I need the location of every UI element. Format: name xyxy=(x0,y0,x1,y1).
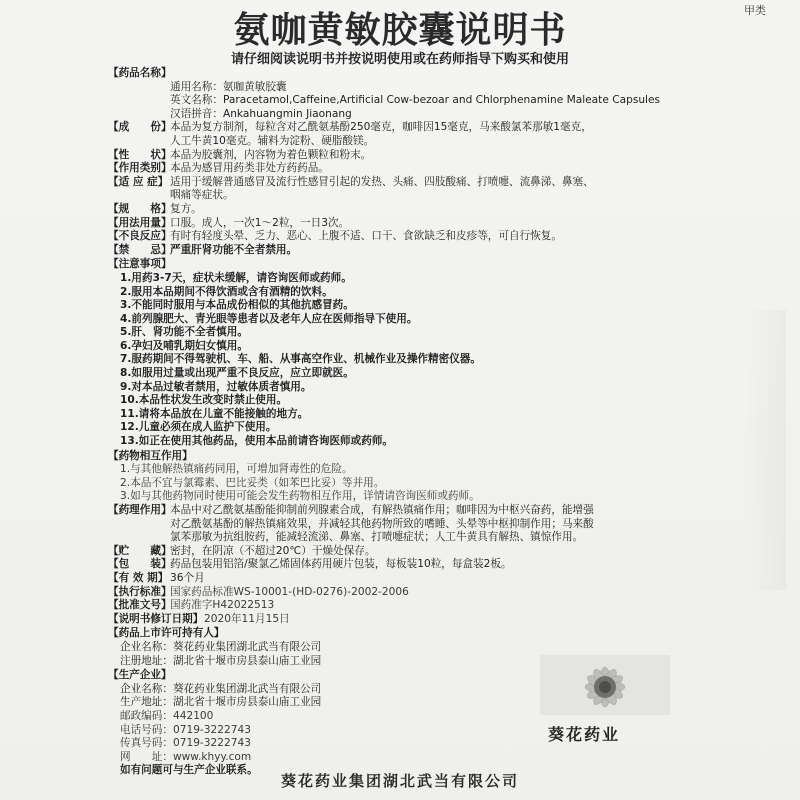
mfr-site-label: 生产地址： xyxy=(120,696,173,709)
storage-label: 【贮 藏】 xyxy=(108,544,172,557)
sunflower-logo xyxy=(540,655,670,775)
indications-label: 【适 应 症】 xyxy=(108,175,169,188)
dosage-label: 【用法用量】 xyxy=(108,216,172,229)
dosage-row xyxy=(108,217,708,231)
spec-row xyxy=(108,203,708,217)
document-title: 氨咖黄敏胶囊说明书 xyxy=(233,10,567,51)
revision-row xyxy=(108,613,708,627)
interaction-item: 2.本品不宜与氯霉素、巴比妥类（如苯巴比妥）等并用。 xyxy=(120,476,385,489)
footer-company: 葵花药业集团湖北武当有限公司 xyxy=(280,772,519,790)
spec-value: 复方。 xyxy=(170,202,202,215)
standard-label: 【执行标准】 xyxy=(108,585,172,598)
approval-row xyxy=(108,599,708,613)
mfr-fax-label: 传真号码： xyxy=(120,737,173,750)
common-name-value: 氨咖黄敏胶囊 xyxy=(222,80,287,93)
revision-value: 2020年11月15日 xyxy=(204,612,290,625)
common-name-label: 通用名称： xyxy=(170,80,223,93)
precaution-item: 4.前列腺肥大、青光眼等患者以及老年人应在医师指导下使用。 xyxy=(120,312,418,325)
pinyin-line xyxy=(108,108,708,122)
mfr-company-label: 企业名称： xyxy=(120,682,173,695)
validity-value: 36个月 xyxy=(170,571,205,584)
validity-row xyxy=(108,572,708,586)
precaution-item: 2.服用本品期间不得饮酒或含有酒精的饮料。 xyxy=(120,285,333,298)
english-name-value: Paracetamol,Caffeine,Artificial Cow-bezoar and Chlorphenamine Maleate Capsules xyxy=(222,94,661,107)
storage-value: 密封，在阴凉（不超过20℃）干燥处保存。 xyxy=(170,544,376,557)
holder-address-label: 注册地址： xyxy=(120,654,173,667)
mfr-web-value: www.khyy.com xyxy=(172,750,252,763)
mfr-phone-label: 电话号码： xyxy=(120,723,173,736)
mfr-web-label: 网 址： xyxy=(120,750,173,763)
pharmacology-row xyxy=(108,504,708,518)
common-name-line xyxy=(108,81,708,95)
mfr-site-value: 湖北省十堰市房县泰山庙工业园 xyxy=(172,696,322,709)
ingredients-row xyxy=(108,121,708,135)
precaution-item: 3.不能同时服用与本品成份相似的其他抗感冒药。 xyxy=(120,299,354,312)
ingredients-value: 本品为复方制剂，每粒含对乙酰氨基酚250毫克，咖啡因15毫克，马来酸氯苯那敏1毫克， xyxy=(170,121,592,134)
dosage-value: 口服。成人，一次1～2粒，一日3次。 xyxy=(170,216,350,229)
pinyin-label: 汉语拼音： xyxy=(170,107,223,120)
standard-value: 国家药品标准WS-10001-(HD-0276)-2002-2006 xyxy=(170,585,409,598)
precaution-item: 13.如正在使用其他药品，使用本品前请咨询医师或药师。 xyxy=(120,435,394,448)
precaution-item: 1.用药3-7天，症状未缓解，请咨询医师或药师。 xyxy=(120,271,352,284)
otc-class-label: 甲类 xyxy=(744,4,766,17)
brand-logo-text: 葵花药业 xyxy=(548,725,621,744)
adverse-label: 【不良反应】 xyxy=(108,230,172,243)
pharmacology-value: 本品中对乙酰氨基酚能抑制前列腺素合成，有解热镇痛作用；咖啡因为中枢兴奋药，能增强 xyxy=(170,504,594,516)
document-subtitle: 请仔细阅读说明书并按说明使用或在药师指导下购买和使用 xyxy=(230,52,569,67)
pharmacology-cont: 对乙酰氨基酚的解热镇痛效果，并减轻其他药物所致的嗜睡、头晕等中枢抑制作用；马来酸 xyxy=(170,517,594,530)
mfr-zip-value: 442100 xyxy=(172,709,214,722)
mfr-company-value: 葵花药业集团湖北武当有限公司 xyxy=(172,682,322,695)
contra-label: 【禁 忌】 xyxy=(108,243,172,256)
interaction-item: 3.如与其他药物同时使用可能会发生药物相互作用，详情请咨询医师或药师。 xyxy=(120,490,480,503)
pinyin-value: Ankahuangmin Jiaonang xyxy=(222,107,352,120)
category-row xyxy=(108,162,708,176)
english-name-label: 英文名称： xyxy=(170,94,223,107)
package-label: 【包 装】 xyxy=(108,558,172,571)
contact-note: 如有问题可与生产企业联系。 xyxy=(120,764,258,777)
category-label: 【作用类别】 xyxy=(108,162,172,175)
category-value: 本品为感冒用药类非处方药药品。 xyxy=(170,162,329,175)
sunflower-icon xyxy=(540,655,670,715)
mfr-phone-value: 0719-3222743 xyxy=(172,723,251,736)
approval-label: 【批准文号】 xyxy=(108,599,172,612)
holder-address-value: 湖北省十堰市房县泰山庙工业园 xyxy=(172,654,322,667)
pharmacology-label: 【药理作用】 xyxy=(108,504,172,516)
ingredients-cont: 人工牛黄10毫克。辅料为淀粉、硬脂酸镁。 xyxy=(170,134,375,147)
manufacturer-header: 【生产企业】 xyxy=(108,669,172,682)
spec-label: 【规 格】 xyxy=(108,202,172,215)
contra-row xyxy=(108,244,708,258)
mfr-zip-label: 邮政编码： xyxy=(120,709,173,722)
precautions-header: 【注意事项】 xyxy=(108,258,172,271)
holder-company-label: 企业名称： xyxy=(120,640,173,653)
precaution-item: 7.服药期间不得驾驶机、车、船、从事高空作业、机械作业及操作精密仪器。 xyxy=(120,353,481,366)
package-value: 药品包装用铝箔/聚氯乙烯固体药用硬片包装，每板装10粒，每盒装2板。 xyxy=(170,558,512,571)
package-row xyxy=(108,558,708,572)
precaution-item: 8.如服用过量或出现严重不良反应，应立即就医。 xyxy=(120,367,354,380)
precaution-item: 9.对本品过敏者禁用，过敏体质者慎用。 xyxy=(120,380,312,393)
precaution-item: 10.本品性状发生改变时禁止使用。 xyxy=(120,394,288,407)
adverse-row xyxy=(108,230,708,244)
interactions-header: 【药物相互作用】 xyxy=(108,449,193,462)
indications-cont: 咽痛等症状。 xyxy=(170,189,234,202)
english-name-line xyxy=(108,94,708,108)
holder-company-value: 葵花药业集团湖北武当有限公司 xyxy=(172,640,322,653)
precaution-item: 6.孕妇及哺乳期妇女慎用。 xyxy=(120,339,248,352)
interaction-item: 1.与其他解热镇痛药同用，可增加肾毒性的危险。 xyxy=(120,463,353,476)
precaution-item: 11.请将本品放在儿童不能接触的地方。 xyxy=(120,407,309,420)
appearance-value: 本品为胶囊剂，内容物为着色颗粒和粉末。 xyxy=(170,148,372,161)
edge-shadow xyxy=(746,310,786,590)
adverse-value: 有时有轻度头晕、乏力、恶心、上腹不适、口干、食欲缺乏和皮疹等，可自行恢复。 xyxy=(170,230,562,243)
contra-value: 严重肝肾功能不全者禁用。 xyxy=(170,243,298,256)
ingredients-label: 【成 份】 xyxy=(108,121,172,134)
holder-company-line xyxy=(108,641,708,655)
validity-label: 【有 效 期】 xyxy=(108,571,169,584)
mfr-fax-value: 0719-3222743 xyxy=(172,737,251,750)
pharmacology-cont: 氯苯那敏为抗组胺药，能减轻流涕、鼻塞、打喷嚏症状；人工牛黄具有解热、镇惊作用。 xyxy=(170,531,584,544)
indications-row xyxy=(108,176,708,190)
holder-header: 【药品上市许可持有人】 xyxy=(108,627,225,640)
precaution-item: 12.儿童必须在成人监护下使用。 xyxy=(120,421,277,434)
standard-row xyxy=(108,586,708,600)
precaution-item: 5.肝、肾功能不全者慎用。 xyxy=(120,326,248,339)
appearance-label: 【性 状】 xyxy=(108,148,172,161)
approval-value: 国药准字H42022513 xyxy=(170,599,275,612)
revision-label: 【说明书修订日期】 xyxy=(108,612,204,625)
drug-name-header: 【药品名称】 xyxy=(108,67,172,79)
appearance-row xyxy=(108,149,708,163)
indications-value: 适用于缓解普通感冒及流行性感冒引起的发热、头痛、四肢酸痛、打喷嚏、流鼻涕、鼻塞、 xyxy=(170,175,594,188)
storage-row xyxy=(108,545,708,559)
